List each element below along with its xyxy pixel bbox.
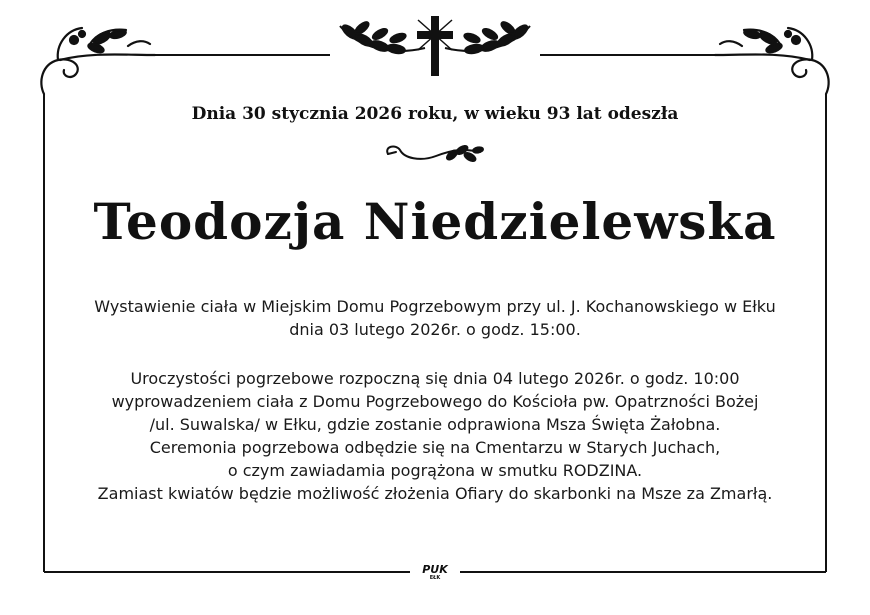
- logo-main-text: PUK: [422, 563, 448, 576]
- cross-icon: [417, 16, 453, 76]
- flourish-icon: [715, 28, 829, 94]
- paragraph-line: /ul. Suwalska/ w Ełku, gdzie zostanie odprawiona Msza Święta Żałobna.: [149, 415, 721, 434]
- vine-divider-icon: [387, 144, 483, 162]
- paragraph-line: Uroczystości pogrzebowe rozpoczną się dnia 04 lutego 2026r. o godz. 10:00: [130, 369, 740, 388]
- funeral-paragraph: [0, 367, 870, 505]
- paragraph-line: Zamiast kwiatów będzie możliwość złożenia Ofiary do skarbonki na Msze za Zmarłą.: [97, 484, 773, 503]
- laurel-icon: [445, 20, 530, 54]
- paragraph-line: Wystawienie ciała w Miejskim Domu Pogrzebowym przy ul. J. Kochanowskiego w Ełku: [94, 297, 776, 316]
- paragraph-line: o czym zawiadamia pogrążona w smutku RODZINA.: [227, 461, 643, 480]
- laurel-icon: [340, 20, 425, 54]
- logo-sub-text: EŁK: [429, 575, 441, 581]
- paragraph-line: Ceremonia pogrzebowa odbędzie się na Cmentarzu w Starych Juchach,: [149, 438, 721, 457]
- viewing-paragraph: [0, 295, 870, 341]
- puk-logo: [412, 564, 458, 581]
- paragraph-line: wyprowadzeniem ciała z Domu Pogrzebowego do Kościoła pw. Opatrzności Bożej: [111, 392, 759, 411]
- intro-text: Dnia 30 stycznia 2026 roku, w wieku 93 lat odeszła: [191, 104, 679, 124]
- deceased-name: Teodozja Niedzielewska: [93, 192, 777, 251]
- paragraph-line: dnia 03 lutego 2026r. o godz. 15:00.: [289, 320, 581, 339]
- flourish-icon: [41, 28, 155, 94]
